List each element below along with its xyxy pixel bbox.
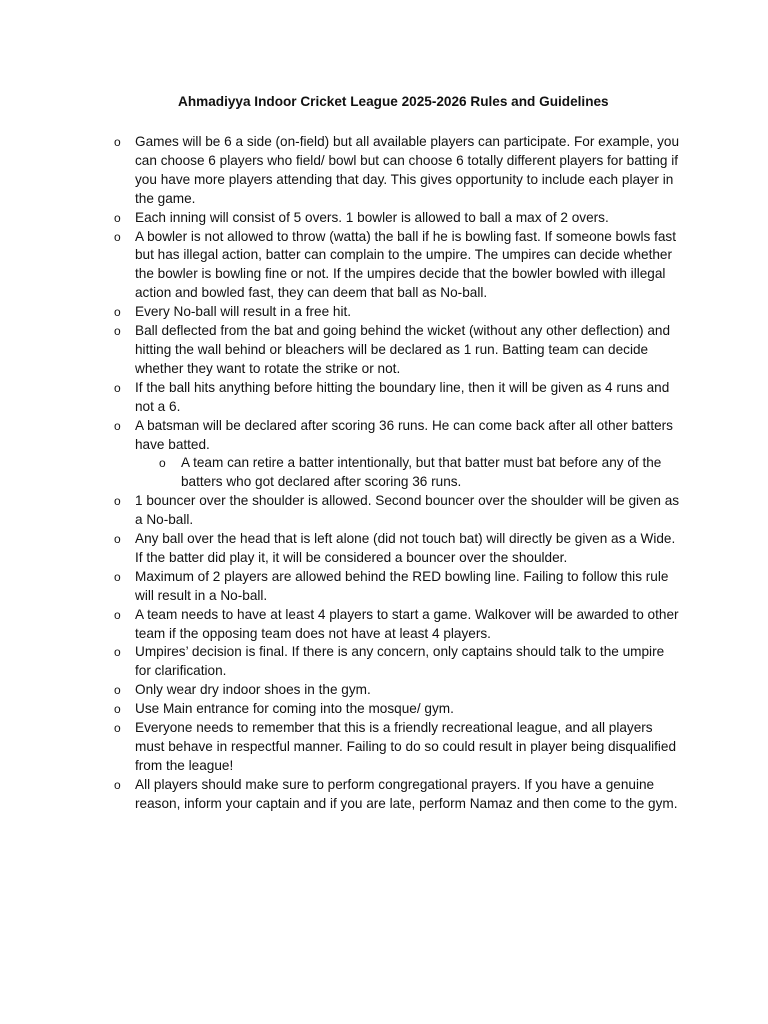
rule-item [0, 681, 683, 700]
bullet-icon: o [114, 494, 121, 509]
document-title: Ahmadiyya Indoor Cricket League 2025-2026 Rules and Guidelines [178, 94, 609, 109]
bullet-icon: o [114, 229, 121, 244]
rule-item [0, 606, 683, 644]
rule-text: Everyone needs to remember that this is a friendly recreational league, and all players must behave in respectful manner. Failing to do so could result in player being disqualified from the league! [135, 720, 677, 773]
rule-text: Any ball over the head that is left alone (did not touch bat) will directly be given as a Wide. If the batter did play it, it will be considered a bouncer over the shoulder. [135, 531, 676, 565]
rule-text: If the ball hits anything before hitting the boundary line, then it will be given as 4 runs and not a 6. [135, 379, 670, 414]
rule-text: Use Main entrance for coming into the mosque/ gym. [135, 701, 454, 717]
bullet-icon: o [114, 305, 121, 320]
bullet-icon: o [114, 702, 121, 717]
bullet-icon: o [114, 721, 121, 736]
rule-text: Ball deflected from the bat and going behind the wicket (without any other deflection) and hitting the wall behind or bleachers will be declared as 1 run. Batting team can decide whether they want to rotate the strike or not. [135, 323, 671, 376]
rule-item [0, 719, 683, 776]
bullet-icon: o [114, 569, 121, 584]
rule-item [0, 417, 683, 493]
rule-text: A bowler is not allowed to throw (watta) the ball if he is bowling fast. If someone bowls fast but has illegal action, batter can complain to the umpire. The umpires can decide whether the bowler is bowling fine or not. If the umpires decide that the bowler bowled with illegal action and bowled fast, they can deem that ball as No-ball. [135, 228, 676, 301]
rule-text: A batsman will be declared after scoring 36 runs. He can come back after all other batters have batted. [135, 417, 673, 452]
subrule-text: A team can retire a batter intentionally, but that batter must bat before any of the batters who got declared after scoring 36 runs. [181, 455, 662, 490]
rule-item [0, 568, 683, 606]
rule-item [0, 133, 683, 209]
rule-item [0, 700, 683, 719]
subrule-list [135, 454, 683, 492]
bullet-icon: o [114, 324, 121, 339]
subrule-item [135, 454, 683, 492]
rule-text: A team needs to have at least 4 players to start a game. Walkover will be awarded to other team if the opposing team does not have at least 4 players. [135, 606, 679, 641]
bullet-icon: o [114, 210, 121, 225]
rule-text: Umpires’ decision is final. If there is any concern, only captains should talk to the umpire for clarification. [135, 644, 665, 679]
rule-text: Maximum of 2 players are allowed behind the RED bowling line. Failing to follow this rule will result in a No-ball. [135, 568, 669, 603]
rule-text: Each inning will consist of 5 overs. 1 bowler is allowed to ball a max of 2 overs. [135, 209, 609, 225]
rule-item [0, 209, 683, 228]
bullet-icon: o [114, 777, 121, 792]
rule-item [0, 643, 683, 681]
bullet-icon: o [114, 607, 121, 622]
bullet-icon: o [114, 645, 121, 660]
rule-item [0, 776, 683, 814]
bullet-icon: o [114, 532, 121, 547]
rule-text: 1 bouncer over the shoulder is allowed. Second bouncer over the shoulder will be given as a No-ball. [135, 493, 680, 528]
rule-text: All players should make sure to perform congregational prayers. If you have a genuine reason, inform your captain and if you are late, perform Namaz and then come to the gym. [135, 776, 678, 811]
bullet-icon: o [114, 683, 121, 698]
rule-item [0, 530, 683, 568]
rule-item [0, 303, 683, 322]
rules-list [0, 133, 768, 814]
rule-item [0, 379, 683, 417]
bullet-icon: o [159, 456, 166, 471]
rule-item [0, 228, 683, 304]
rule-item [0, 322, 683, 379]
rule-text: Only wear dry indoor shoes in the gym. [135, 682, 371, 698]
bullet-icon: o [114, 380, 121, 395]
rule-item [0, 492, 683, 530]
bullet-icon: o [114, 135, 121, 149]
rule-text: Games will be 6 a side (on-field) but all available players can participate. For example, you can choose 6 players who field/ bowl but can choose 6 totally different players for batting if you have more players attending that day. This gives opportunity to include each player in the game. [135, 134, 680, 206]
rule-text: Every No-ball will result in a free hit. [135, 304, 352, 320]
bullet-icon: o [114, 418, 121, 433]
